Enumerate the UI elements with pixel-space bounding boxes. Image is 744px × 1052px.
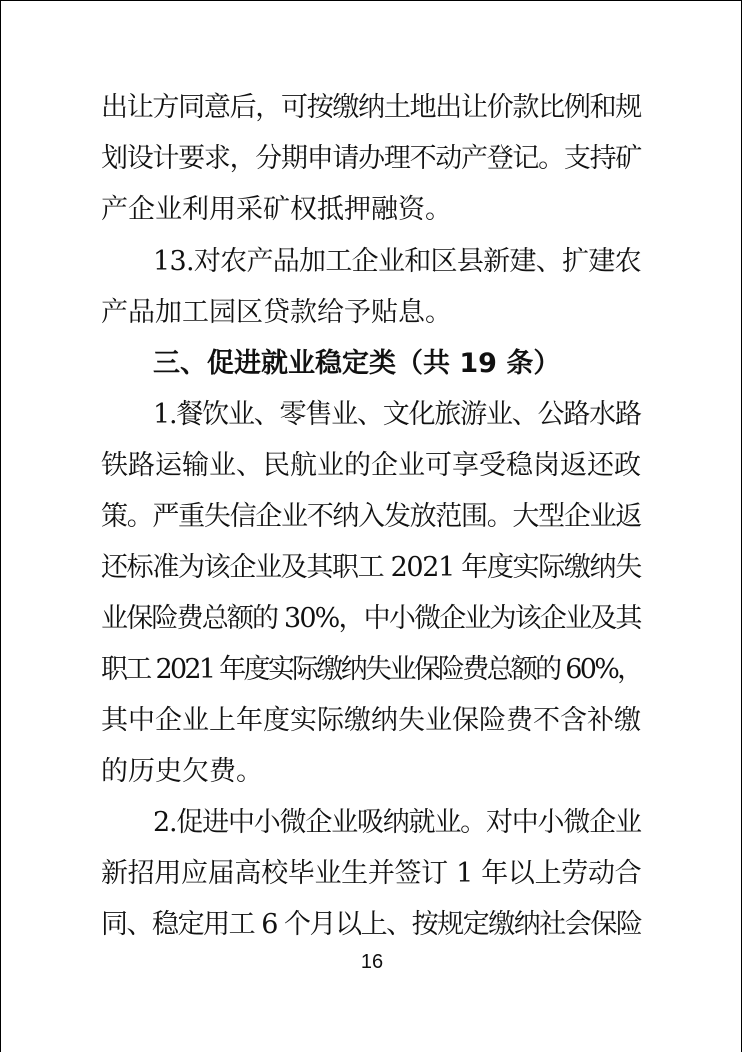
text-line-5: 产品加工园区贷款给予贴息。	[101, 297, 452, 328]
text-line-17: 同、稳定用工 6 个月以上、按规定缴纳社会保险	[101, 909, 642, 940]
text-line-9: 策。严重失信企业不纳入发放范围。大型企业返	[101, 501, 641, 532]
text-line-11: 业保险费总额的 30%，中小微企业为该企业及其	[101, 603, 641, 634]
text-line-1: 出让方同意后，可按缴纳土地出让价款比例和规	[101, 92, 641, 123]
text-line-10: 还标准为该企业及其职工 2021 年度实际缴纳失	[101, 552, 641, 583]
text-line-4: 13.对农产品加工企业和区县新建、扩建农	[153, 246, 641, 277]
text-line-3: 产企业利用采矿权抵押融资。	[101, 194, 452, 225]
section-heading: 三、促进就业稳定类（共 19 条）	[153, 348, 561, 379]
text-line-16: 新招用应届高校毕业生并签订 1 年以上劳动合	[101, 858, 642, 889]
page-number: 16	[360, 951, 384, 973]
text-line-13: 其中企业上年度实际缴纳失业保险费不含补缴	[101, 705, 641, 736]
text-line-14: 的历史欠费。	[101, 756, 263, 787]
text-line-7: 1.餐饮业、零售业、文化旅游业、公路水路	[153, 399, 641, 430]
text-line-15: 2.促进中小微企业吸纳就业。对中小微企业	[153, 807, 641, 838]
text-line-8: 铁路运输业、民航业的企业可享受稳岗返还政	[101, 450, 641, 481]
text-line-2: 划设计要求，分期申请办理不动产登记。支持矿	[101, 143, 641, 174]
text-line-12: 职工 2021 年度实际缴纳失业保险费总额的 60%，	[101, 654, 642, 685]
